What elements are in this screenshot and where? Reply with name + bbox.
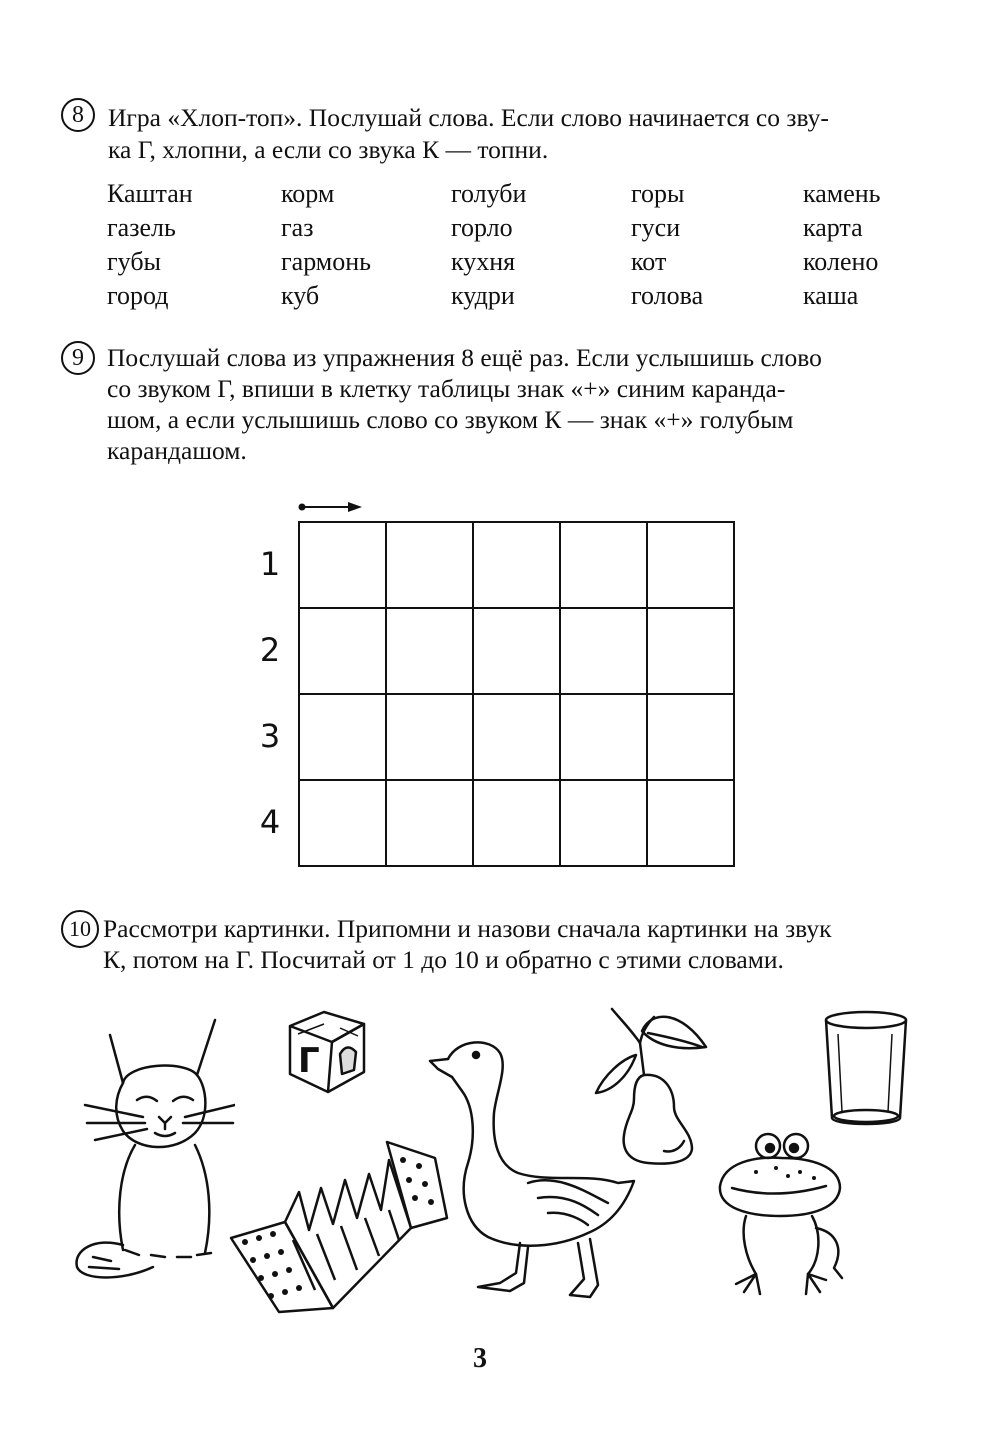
word: Каштан [107, 179, 193, 208]
grid-row-label: 1 [259, 545, 281, 583]
exercise-9-line-1: Послушай слова из упражнения 8 ещё раз. Если услышишь слово [107, 343, 822, 372]
word: горло [451, 213, 513, 242]
word-column-2 [281, 177, 441, 313]
exercise-8-line-2: ка Г, хлопни, а если со звука К — топни. [108, 135, 549, 164]
page-number: 3 [473, 1343, 487, 1374]
grid-cell[interactable] [647, 522, 734, 608]
pear-icon [582, 1003, 712, 1165]
word: газель [107, 213, 176, 242]
grid-row [299, 780, 734, 866]
answer-grid [298, 521, 735, 867]
cat-icon [65, 1005, 235, 1285]
svg-text:Г: Г [298, 1041, 320, 1081]
exercise-8-number: 8 [61, 98, 95, 132]
grid-cell[interactable] [299, 694, 386, 780]
grid-cell[interactable] [473, 522, 560, 608]
grid-cell[interactable] [473, 608, 560, 694]
grid-cell[interactable] [299, 522, 386, 608]
word: каша [803, 281, 859, 310]
exercise-9-line-3: шом, а если услышишь слово со звуком К — знак «+» голубым [107, 405, 794, 434]
grid-cell[interactable] [299, 780, 386, 866]
word: куб [281, 281, 320, 310]
word-column-4 [631, 177, 791, 313]
grid-cell[interactable] [386, 522, 473, 608]
grid-cell[interactable] [560, 522, 647, 608]
grid-row-label: 3 [259, 717, 281, 755]
exercise-10-line-1: Рассмотри картинки. Припомни и назови сначала картинки на звук [103, 914, 832, 943]
word: корм [281, 179, 335, 208]
word: карта [803, 213, 863, 242]
grid-cell[interactable] [647, 780, 734, 866]
word: камень [803, 179, 881, 208]
word: голова [631, 281, 704, 310]
word: колено [803, 247, 879, 276]
word: голуби [451, 179, 527, 208]
grid-cell[interactable] [386, 608, 473, 694]
grid-row [299, 608, 734, 694]
exercise-8-line-1: Игра «Хлоп-топ». Послушай слова. Если слово начинается со зву- [108, 103, 829, 132]
word-column-5 [803, 177, 963, 313]
grid-cell[interactable] [560, 780, 647, 866]
accordion-icon [223, 1130, 453, 1315]
frog-icon [716, 1128, 846, 1300]
word: горы [631, 179, 685, 208]
block-icon [284, 1004, 370, 1096]
grid-cell[interactable] [560, 608, 647, 694]
word: губы [107, 247, 162, 276]
grid-cell[interactable] [299, 608, 386, 694]
grid-row [299, 694, 734, 780]
direction-arrow-icon [298, 497, 368, 517]
word: гармонь [281, 247, 372, 276]
word: кухня [451, 247, 516, 276]
grid-cell[interactable] [560, 694, 647, 780]
grid-cell[interactable] [647, 608, 734, 694]
word-column-3 [451, 177, 611, 313]
glass-icon [822, 1008, 912, 1130]
grid-cell[interactable] [473, 780, 560, 866]
exercise-10-line-2: К, потом на Г. Посчитай от 1 до 10 и обратно с этими словами. [103, 945, 784, 974]
exercise-9-line-2: со звуком Г, впиши в клетку таблицы знак «+» синим каранда- [107, 374, 786, 403]
grid-row [299, 522, 734, 608]
word: гуси [631, 213, 681, 242]
grid-cell[interactable] [386, 694, 473, 780]
grid-cell[interactable] [647, 694, 734, 780]
grid-row-label: 4 [259, 803, 281, 841]
grid-row-label: 2 [259, 631, 281, 669]
word-column-1 [107, 177, 267, 313]
grid-cell[interactable] [386, 780, 473, 866]
word: кот [631, 247, 667, 276]
word: газ [281, 213, 314, 242]
exercise-9-number: 9 [61, 341, 95, 375]
exercise-9-line-4: карандашом. [107, 436, 247, 465]
grid-cell[interactable] [473, 694, 560, 780]
exercise-10-number: 10 [61, 910, 99, 948]
word: кудри [451, 281, 515, 310]
word: город [107, 281, 169, 310]
